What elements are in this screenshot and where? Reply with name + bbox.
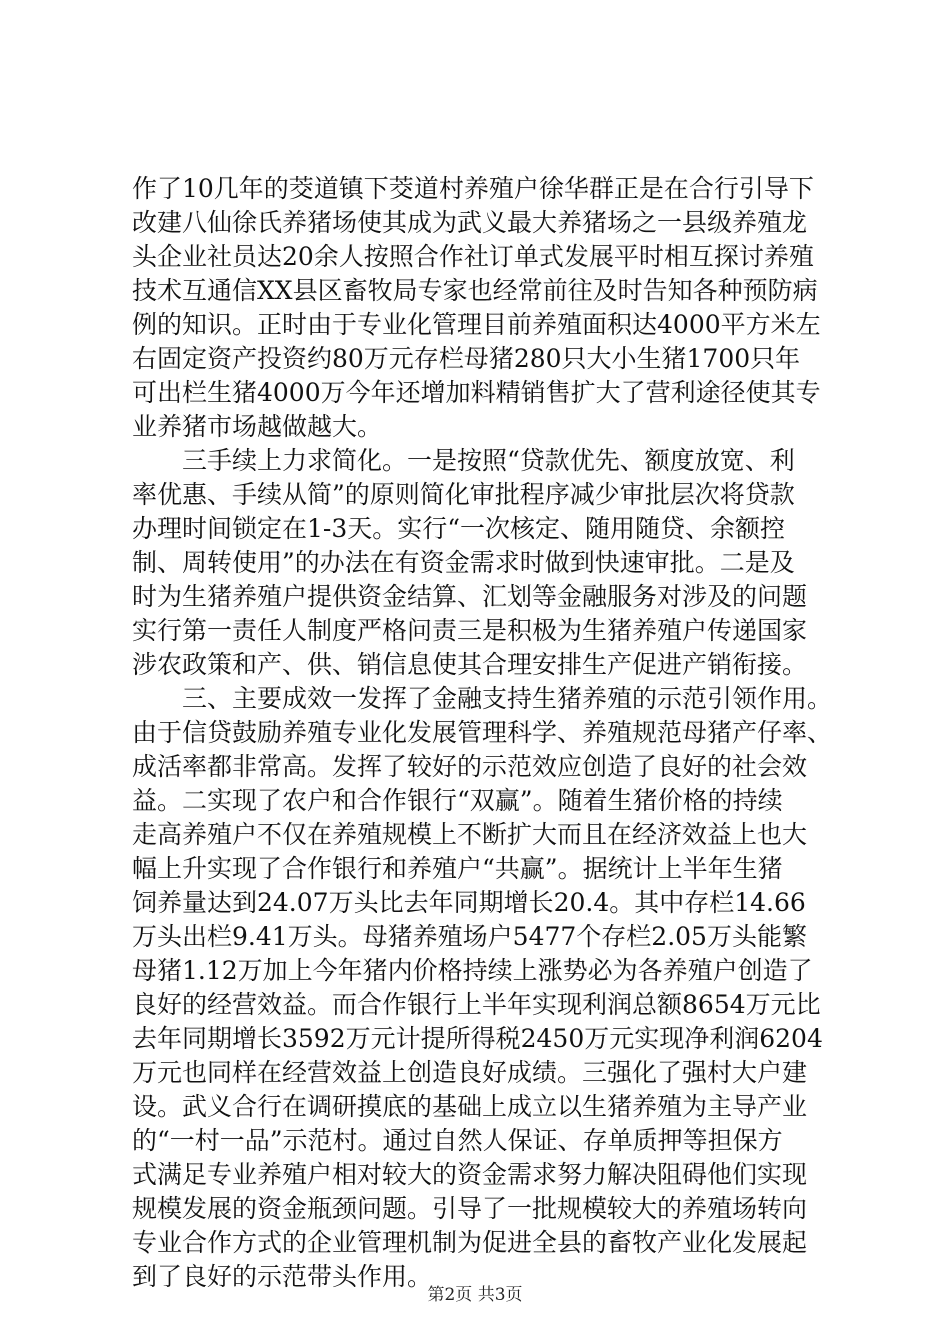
text-line: 母猪1.12万加上今年猪内价格持续上涨势必为各养殖户创造了 xyxy=(132,956,813,985)
text-line: 制、周转使用”的办法在有资金需求时做到快速审批。二是及 xyxy=(132,548,795,577)
text-line: 右固定资产投资约80万元存栏母猪280只大小生猪1700只年 xyxy=(132,344,801,373)
text-line: 作了10几年的茭道镇下茭道村养殖户徐华群正是在合行引导下 xyxy=(132,174,814,203)
text-line: 办理时间锁定在1-3天。实行“一次核定、随用随贷、余额控 xyxy=(132,514,786,543)
text-line: 率优惠、手续从简”的原则简化审批程序减少审批层次将贷款 xyxy=(132,480,795,509)
text-line: 成活率都非常高。发挥了较好的示范效应创造了良好的社会效 xyxy=(132,752,808,781)
text-line: 规模发展的资金瓶颈问题。引导了一批规模较大的养殖场转向 xyxy=(132,1194,808,1223)
text-line: 的“一村一品”示范村。通过自然人保证、存单质押等担保方 xyxy=(132,1126,783,1155)
text-line: 三手续上力求简化。一是按照“贷款优先、额度放宽、利 xyxy=(132,446,795,475)
text-line: 到了良好的示范带头作用。 xyxy=(132,1262,433,1291)
text-line: 幅上升实现了合作银行和养殖户“共赢”。据统计上半年生猪 xyxy=(132,854,783,883)
text-line: 时为生猪养殖户提供资金结算、汇划等金融服务对涉及的问题 xyxy=(132,582,808,611)
text-line: 式满足专业养殖户相对较大的资金需求努力解决阻碍他们实现 xyxy=(132,1160,808,1189)
text-line: 由于信贷鼓励养殖专业化发展管理科学、养殖规范母猪产仔率、 xyxy=(132,718,833,747)
text-line: 饲养量达到24.07万头比去年同期增长20.4。其中存栏14.66 xyxy=(132,888,806,917)
text-line: 实行第一责任人制度严格问责三是积极为生猪养殖户传递国家 xyxy=(132,616,808,645)
text-line: 设。武义合行在调研摸底的基础上成立以生猪养殖为主导产业 xyxy=(132,1092,808,1121)
text-line: 头企业社员达20余人按照合作社订单式发展平时相互探讨养殖 xyxy=(132,242,814,271)
text-line: 万头出栏9.41万头。母猪养殖场户5477个存栏2.05万头能繁 xyxy=(132,922,807,951)
text-line: 改建八仙徐氏养猪场使其成为武义最大养猪场之一县级养殖龙 xyxy=(132,208,808,237)
text-line: 涉农政策和产、供、销信息使其合理安排生产促进产销衔接。 xyxy=(132,650,808,679)
text-line: 益。二实现了农户和合作银行“双赢”。随着生猪价格的持续 xyxy=(132,786,783,815)
text-line: 专业合作方式的企业管理机制为促进全县的畜牧产业化发展起 xyxy=(132,1228,808,1257)
text-line: 业养猪市场越做越大。 xyxy=(132,412,383,441)
text-line: 万元也同样在经营效益上创造良好成绩。三强化了强村大户建 xyxy=(132,1058,808,1087)
text-line: 三、主要成效一发挥了金融支持生猪养殖的示范引领作用。 xyxy=(132,684,833,713)
page-number-footer: 第2页 共3页 xyxy=(427,1285,523,1305)
text-line: 可出栏生猪4000万今年还增加料精销售扩大了营利途径使其专 xyxy=(132,378,821,407)
text-line: 走高养殖户不仅在养殖规模上不断扩大而且在经济效益上也大 xyxy=(132,820,808,849)
text-line: 良好的经营效益。而合作银行上半年实现利润总额8654万元比 xyxy=(132,990,821,1019)
text-line: 去年同期增长3592万元计提所得税2450万元实现净利润6204 xyxy=(132,1024,823,1053)
text-line: 技术互通信XX县区畜牧局专家也经常前往及时告知各种预防病 xyxy=(132,276,818,305)
text-line: 例的知识。正时由于专业化管理目前养殖面积达4000平方米左 xyxy=(132,310,821,339)
